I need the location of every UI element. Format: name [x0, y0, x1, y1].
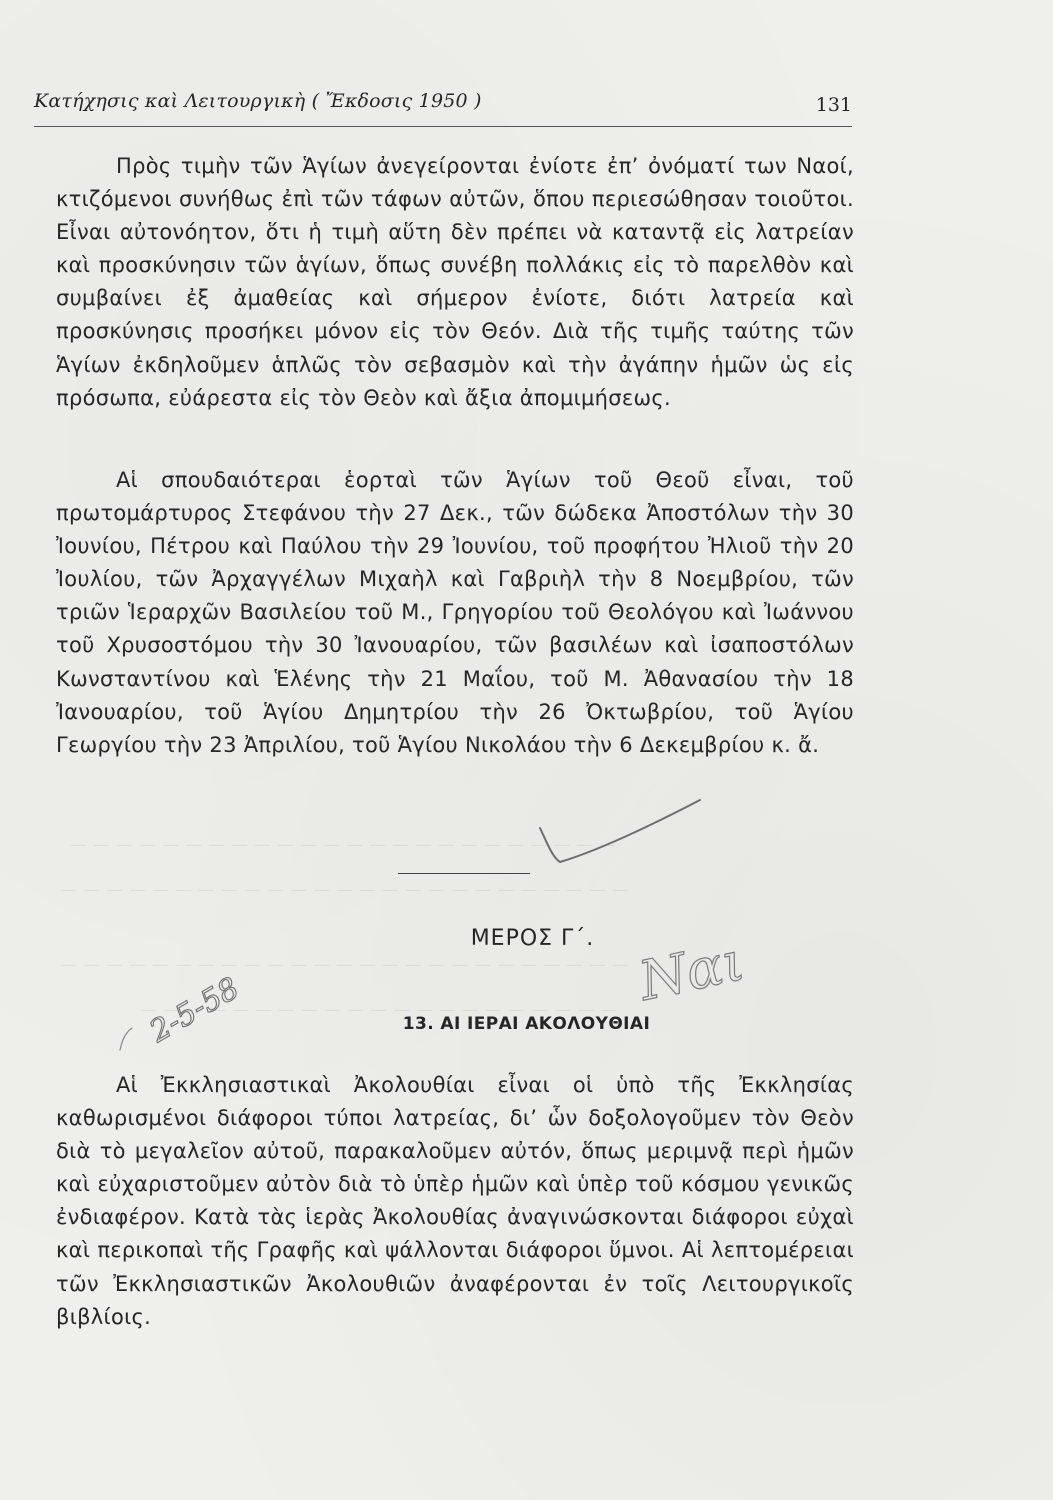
paragraph-text: Αἱ Ἐκκλησιαστικαὶ Ἀκολουθίαι εἶναι οἱ ὑπὸ τῆς Ἐκκλησίας καθωρισμένοι διάφοροι τύποι λατρείας, δι’ ὧν δοξολογοῦμεν τὸν Θεὸν διὰ τὸ μεγαλεῖον αὐτοῦ, παρακαλοῦμεν αὐτόν, ὅπως μεριμνᾷ περὶ ἡμῶν καὶ εὐχαριστοῦμεν αὐτὸν διὰ τὸ ὑπὲρ ἡμῶν καὶ ὑπὲρ τοῦ κόσμου γενικῶς ἐνδιαφέρον. Κατὰ τὰς ἱερὰς Ἀκολουθίας ἀναγινώσκονται διάφοροι εὐχαὶ καὶ περικοπαὶ τῆς Γραφῆς καὶ ψάλλονται διάφοροι ὕμνοι. Αἱ λεπτομέρειαι τῶν Ἐκκλησιαστικῶν Ἀκολουθιῶν ἀναφέρονται ἐν τοῖς Λειτουργικοῖς βιβλίοις.: [56, 1073, 854, 1329]
paragraph: [56, 464, 854, 762]
paragraph-text: Πρὸς τιμὴν τῶν Ἁγίων ἀνεγείρονται ἐνίοτε ἐπ’ ὀνόματί των Ναοί, κτιζόμενοι συνήθως ἐπὶ τῶν τάφων αὐτῶν, ὅπου περιεσώθησαν τοιοῦτοι. Εἶναι αὐτονόητον, ὅτι ἡ τιμὴ αὕτη δὲν πρέπει νὰ καταντᾷ εἰς λατρείαν καὶ προσκύνησιν τῶν ἁγίων, ὅπως συνέβη πολλάκις εἰς τὸ παρελθὸν καὶ συμβαίνει ἐξ ἀμαθείας καὶ σήμερον ἐνίοτε, διότι λατρεία καὶ προσκύνησις προσήκει μόνον εἰς τὸν Θεόν. Διὰ τῆς τιμῆς ταύτης τῶν Ἁγίων ἐκδηλοῦμεν ἁπλῶς τὸν σεβασμὸν καὶ τὴν ἀγάπην ἡμῶν ὡς εἰς πρόσωπα, εὐάρεστα εἰς τὸν Θεὸν καὶ ἄξια ἀπομιμήσεως.: [56, 154, 854, 410]
handwritten-word-note: Ναι: [633, 929, 750, 1013]
running-title: Κατήχησις καὶ Λειτουργικὴ ( Ἔκδοσις 1950 ): [34, 90, 482, 112]
handwritten-date-note: 2-5-58: [143, 970, 246, 1050]
page-number: 131: [815, 94, 852, 116]
section-title: 13. ΑΙ ΙΕΡΑΙ ΑΚΟΛΟΥΘΙΑΙ: [402, 1014, 651, 1034]
bleed-through-line: — — — — — — — — — — — — — — — — — — — — — — — —: [70, 835, 617, 855]
bleed-through-line: — — — — — — — — — — — — — — — — — — — — — — — — —: [60, 880, 630, 900]
bleed-through-line: — — — — — — — — — — — — — — — — — — — — — — — — —: [60, 955, 630, 975]
paragraph: [56, 150, 854, 415]
bleed-through-line: — — — — — — — — — — — — — — — — — — — — —: [140, 1000, 618, 1020]
section-divider: [398, 873, 530, 874]
part-title: ΜΕΡΟΣ Γ΄.: [470, 926, 595, 951]
paragraph-text: Αἱ σπουδαιότεραι ἑορταὶ τῶν Ἁγίων τοῦ Θεοῦ εἶναι, τοῦ πρωτομάρτυρος Στεφάνου τὴν 27 Δεκ., τῶν δώδεκα Ἀποστόλων τὴν 30 Ἰουνίου, Πέτρου καὶ Παύλου τὴν 29 Ἰουνίου, τοῦ προφήτου Ἠλιοῦ τὴν 20 Ἰουλίου, τῶν Ἀρχαγγέλων Μιχαὴλ καὶ Γαβριὴλ τὴν 8 Νοεμβρίου, τῶν τριῶν Ἱεραρχῶν Βασιλείου τοῦ Μ., Γρηγορίου τοῦ Θεολόγου καὶ Ἰωάννου τοῦ Χρυσοστόμου τὴν 30 Ἰανουαρίου, τῶν βασιλέων καὶ ἰσαποστόλων Κωνσταντίνου καὶ Ἑλένης τὴν 21 Μαΐου, τοῦ Μ. Ἀθανασίου τὴν 18 Ἰανουαρίου, τοῦ Ἁγίου Δημητρίου τὴν 26 Ὀκτωβρίου, τοῦ Ἁγίου Γεωργίου τὴν 23 Ἀπριλίου, τοῦ Ἁγίου Νικολάου τὴν 6 Δεκεμβρίου κ. ἄ.: [56, 468, 854, 757]
paragraph: [56, 1069, 854, 1334]
running-header: [34, 90, 852, 127]
